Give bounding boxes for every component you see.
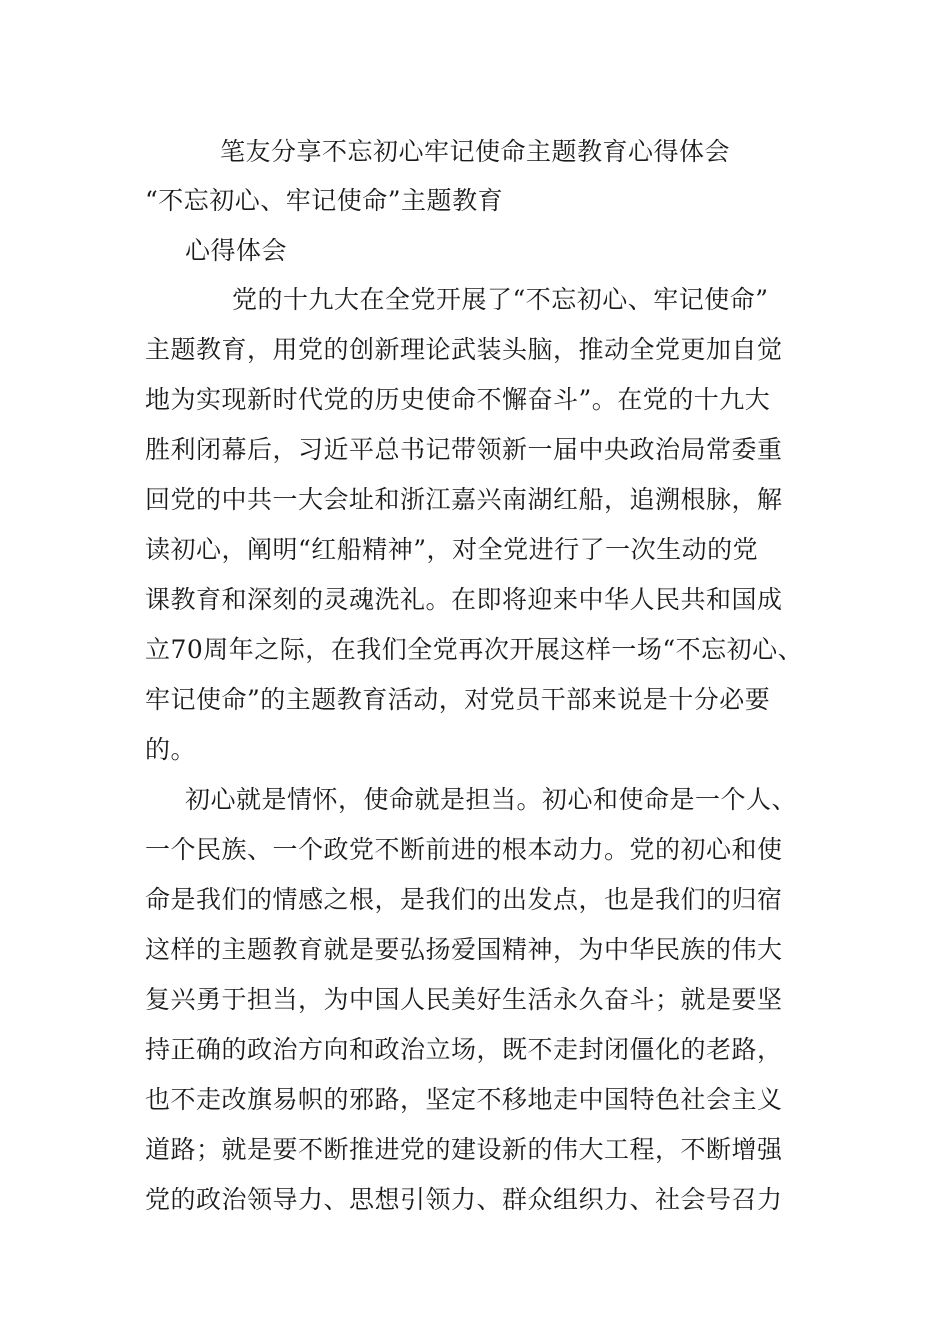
paragraph2-line: 道路；就是要不断推进党的建设新的伟大工程，不断增强 [145,1135,783,1164]
document-title: 笔友分享不忘初心牢记使命主题教育心得体会 [220,137,731,166]
paragraph1-line: 回党的中共一大会址和浙江嘉兴南湖红船，追溯根脉，解 [145,485,783,514]
paragraph2-line: 持正确的政治方向和政治立场，既不走封闭僵化的老路， [145,1035,783,1064]
document-subtitle-line1: “不忘初心、牢记使命”主题教育 [145,186,504,215]
paragraph2-line: 党的政治领导力、思想引领力、群众组织力、社会号召力 [145,1185,783,1214]
paragraph2-line: 这样的主题教育就是要弘扬爱国精神，为中华民族的伟大 [145,935,783,964]
paragraph2-line: 也不走改旗易帜的邪路，坚定不移地走中国特色社会主义 [145,1085,783,1114]
paragraph1-line: 的。 [145,735,197,764]
paragraph1-line: 课教育和深刻的灵魂洗礼。在即将迎来中华人民共和国成 [145,585,783,614]
paragraph1-line: 牢记使命”的主题教育活动，对党员干部来说是十分必要 [145,685,771,714]
document-subtitle-line2: 心得体会 [185,236,288,265]
paragraph1-line: 胜利闭幕后，习近平总书记带领新一届中央政治局常委重 [145,435,783,464]
paragraph1-line: 主题教育，用党的创新理论武装头脑，推动全党更加自觉 [145,335,783,364]
paragraph1-line: 党的十九大在全党开展了“不忘初心、牢记使命” [232,285,769,314]
paragraph1-line: 读初心，阐明“红船精神”，对全党进行了一次生动的党 [145,535,759,564]
paragraph1-line: 地为实现新时代党的历史使命不懈奋斗”。在党的十九大 [145,385,771,414]
paragraph2-line: 初心就是情怀，使命就是担当。初心和使命是一个人、 [185,785,798,814]
paragraph2-line: 命是我们的情感之根，是我们的出发点，也是我们的归宿 [145,885,783,914]
paragraph2-line: 一个民族、一个政党不断前进的根本动力。党的初心和使 [145,835,783,864]
paragraph1-line: 立70周年之际，在我们全党再次开展这样一场“不忘初心、 [145,635,804,664]
paragraph2-line: 复兴勇于担当，为中国人民美好生活永久奋斗；就是要坚 [145,985,783,1014]
